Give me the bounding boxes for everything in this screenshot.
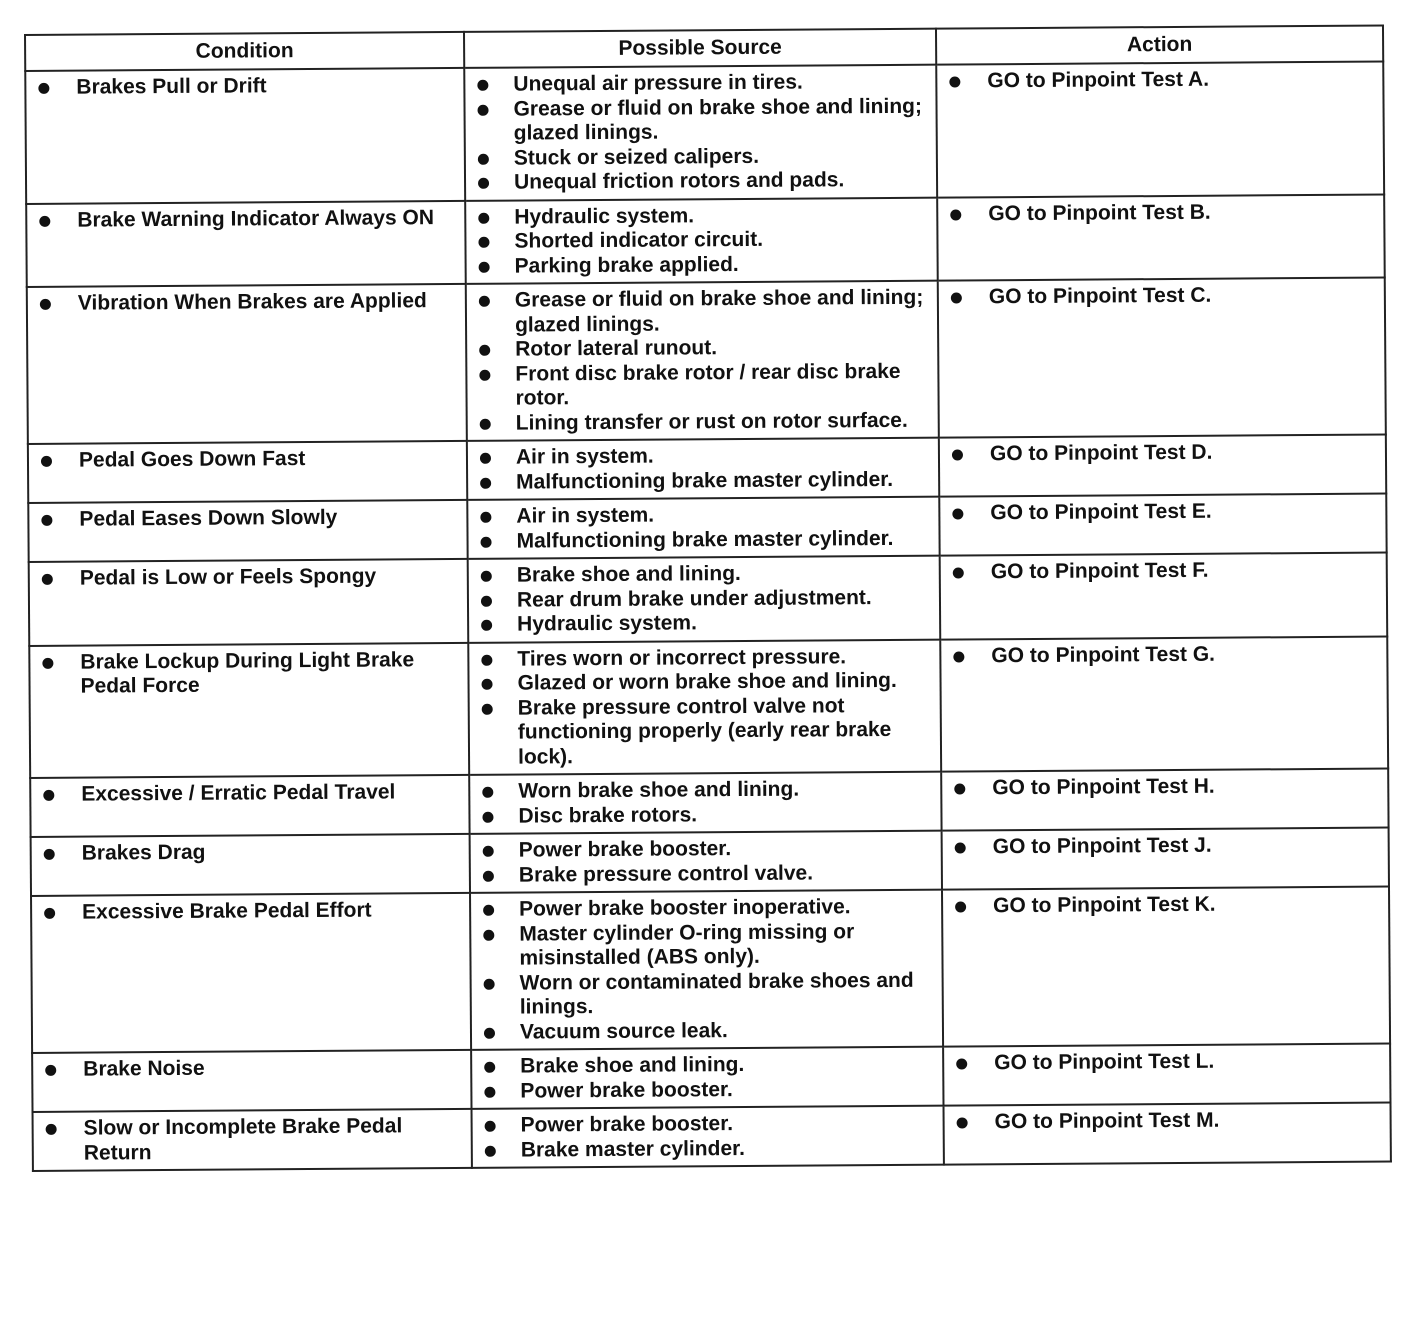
source-cell xyxy=(465,197,938,284)
source-item: Malfunctioning brake master cylinder. xyxy=(468,526,938,554)
action-cell xyxy=(943,1043,1390,1105)
action-text: GO to Pinpoint Test K. xyxy=(943,891,1388,919)
action-text: GO to Pinpoint Test J. xyxy=(943,832,1388,860)
source-cell xyxy=(467,438,939,500)
header-condition: Condition xyxy=(25,32,464,71)
source-item: Shorted indicator circuit. xyxy=(466,227,936,255)
condition-text: Brakes Pull or Drift xyxy=(26,73,463,101)
source-cell xyxy=(468,639,941,775)
action-cell xyxy=(942,827,1389,889)
source-cell xyxy=(468,556,941,643)
source-item: Unequal friction rotors and pads. xyxy=(466,168,936,196)
source-cell xyxy=(470,831,942,893)
action-text: GO to Pinpoint Test B. xyxy=(938,199,1383,227)
header-action: Action xyxy=(936,26,1383,65)
table-row xyxy=(29,552,1388,645)
source-item: Power brake booster inoperative. xyxy=(471,895,941,923)
source-item: Rear drum brake under adjustment. xyxy=(469,585,939,613)
source-item: Brake pressure control valve not functioning properly (early rear brake lock). xyxy=(470,693,941,770)
source-item: Lining transfer or rust on rotor surface. xyxy=(468,408,938,436)
action-text: GO to Pinpoint Test F. xyxy=(941,558,1386,586)
condition-cell xyxy=(28,500,467,562)
action-cell xyxy=(941,768,1388,830)
condition-cell xyxy=(27,284,467,444)
source-item: Vacuum source leak. xyxy=(472,1017,942,1045)
source-item: Grease or fluid on brake shoe and lining; glazed linings. xyxy=(467,286,937,338)
source-cell xyxy=(470,890,943,1050)
source-item: Brake pressure control valve. xyxy=(471,860,941,888)
table-row xyxy=(27,278,1386,444)
condition-cell xyxy=(32,1050,471,1112)
condition-text: Vibration When Brakes are Applied xyxy=(28,289,465,317)
source-cell xyxy=(471,1047,943,1109)
source-item: Front disc brake rotor / rear disc brake rotor. xyxy=(467,359,937,411)
action-cell xyxy=(938,278,1386,438)
action-cell xyxy=(936,62,1384,198)
diagnosis-table-container xyxy=(24,25,1390,1172)
source-item: Grease or fluid on brake shoe and lining; glazed linings. xyxy=(465,94,935,146)
source-item: Air in system. xyxy=(468,443,938,471)
source-item: Hydraulic system. xyxy=(469,610,939,638)
condition-text: Brakes Drag xyxy=(32,839,469,867)
action-cell xyxy=(944,1102,1391,1164)
condition-cell xyxy=(31,893,471,1053)
condition-text: Pedal is Low or Feels Spongy xyxy=(30,564,467,592)
action-text: GO to Pinpoint Test H. xyxy=(942,774,1387,802)
source-item: Power brake booster. xyxy=(472,1076,942,1104)
source-item: Rotor lateral runout. xyxy=(467,335,937,363)
condition-cell xyxy=(29,559,469,646)
brake-diagnosis-table xyxy=(24,25,1392,1172)
condition-text: Excessive / Erratic Pedal Travel xyxy=(31,780,468,808)
table-row xyxy=(31,827,1389,895)
source-item: Master cylinder O-ring missing or misinstalled (ABS only). xyxy=(471,919,941,971)
action-cell xyxy=(939,435,1386,497)
condition-text: Brake Noise xyxy=(33,1055,470,1083)
condition-cell xyxy=(30,775,469,837)
source-cell xyxy=(472,1106,944,1168)
table-row xyxy=(28,435,1386,503)
source-item: Worn or contaminated brake shoes and linings. xyxy=(472,968,942,1020)
table-row xyxy=(28,494,1386,562)
action-cell xyxy=(940,552,1388,639)
action-text: GO to Pinpoint Test L. xyxy=(944,1048,1389,1076)
action-cell xyxy=(940,636,1388,772)
source-item: Power brake booster. xyxy=(471,836,941,864)
source-item: Brake master cylinder. xyxy=(473,1135,943,1163)
source-item: Air in system. xyxy=(468,502,938,530)
source-item: Power brake booster. xyxy=(473,1111,943,1139)
condition-cell xyxy=(33,1109,472,1171)
action-cell xyxy=(942,886,1390,1046)
source-item: Tires worn or incorrect pressure. xyxy=(469,644,939,672)
condition-cell xyxy=(31,834,470,896)
condition-text: Pedal Goes Down Fast xyxy=(29,446,466,474)
source-item: Stuck or seized calipers. xyxy=(466,143,936,171)
source-item: Brake shoe and lining. xyxy=(469,561,939,589)
condition-text: Brake Lockup During Light Brake Pedal Force xyxy=(30,647,467,699)
source-item: Unequal air pressure in tires. xyxy=(465,70,935,98)
action-text: GO to Pinpoint Test M. xyxy=(945,1107,1390,1135)
condition-text: Excessive Brake Pedal Effort xyxy=(32,898,469,926)
condition-text: Pedal Eases Down Slowly xyxy=(29,505,466,533)
table-row xyxy=(30,768,1388,836)
source-item: Parking brake applied. xyxy=(467,251,937,279)
condition-text: Slow or Incomplete Brake Pedal Return xyxy=(34,1114,471,1166)
table-row xyxy=(29,636,1388,778)
table-row xyxy=(26,194,1385,287)
source-item: Glazed or worn brake shoe and lining. xyxy=(469,669,939,697)
source-item: Malfunctioning brake master cylinder. xyxy=(468,467,938,495)
condition-cell xyxy=(28,441,467,503)
action-text: GO to Pinpoint Test D. xyxy=(940,440,1385,468)
condition-cell xyxy=(26,200,466,287)
condition-cell xyxy=(25,68,465,204)
source-cell xyxy=(469,772,941,834)
action-text: GO to Pinpoint Test E. xyxy=(940,499,1385,527)
table-row xyxy=(25,62,1384,204)
source-cell xyxy=(464,65,937,201)
action-text: GO to Pinpoint Test A. xyxy=(937,67,1382,95)
source-cell xyxy=(466,281,939,441)
action-cell xyxy=(939,494,1386,556)
source-item: Disc brake rotors. xyxy=(470,801,940,829)
table-row xyxy=(32,1043,1390,1111)
source-item: Worn brake shoe and lining. xyxy=(470,777,940,805)
table-row xyxy=(31,886,1390,1052)
action-text: GO to Pinpoint Test G. xyxy=(941,641,1386,669)
action-cell xyxy=(937,194,1385,281)
source-item: Hydraulic system. xyxy=(466,202,936,230)
condition-text: Brake Warning Indicator Always ON xyxy=(27,205,464,233)
header-possible-source: Possible Source xyxy=(464,29,936,68)
table-row xyxy=(33,1102,1391,1170)
source-cell xyxy=(467,497,939,559)
action-text: GO to Pinpoint Test C. xyxy=(939,283,1384,311)
source-item: Brake shoe and lining. xyxy=(472,1052,942,1080)
condition-cell xyxy=(29,642,469,778)
